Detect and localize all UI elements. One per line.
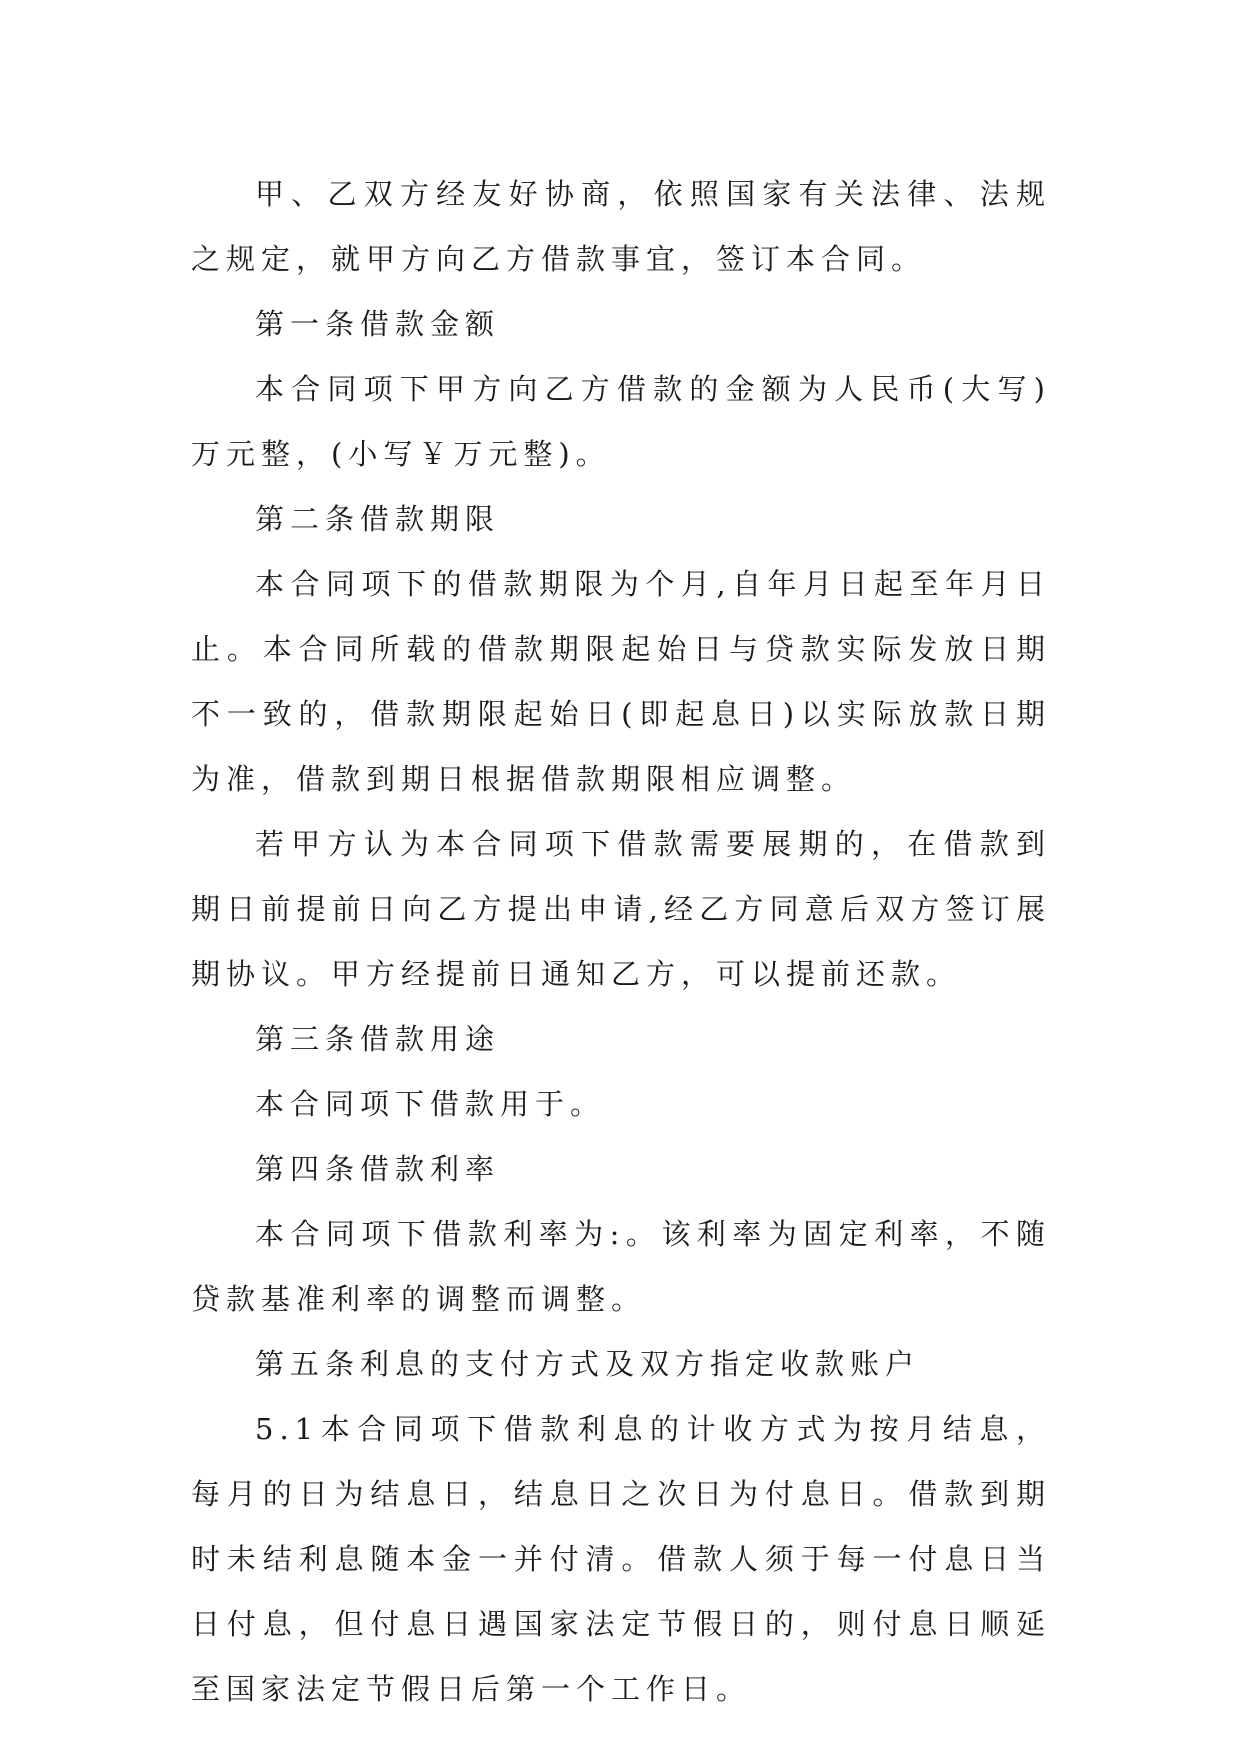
contract-body <box>191 162 1051 1722</box>
article-2-paragraph-2: 若甲方认为本合同项下借款需要展期的，在借款到期日前提前日向乙方提出申请,经乙方同意后双方签订展期协议。甲方经提前日通知乙方，可以提前还款。 <box>191 827 1051 991</box>
article-3-paragraph: 本合同项下借款用于。 <box>255 1087 606 1121</box>
article-2-paragraph-1: 本合同项下的借款期限为个月,自年月日起至年月日止。本合同所载的借款期限起始日与贷款实际发放日期不一致的，借款期限起始日(即起息日)以实际放款日期为准，借款到期日根据借款期限相应调整。 <box>191 567 1051 796</box>
intro-paragraph: 甲、乙双方经友好协商，依照国家有关法律、法规之规定，就甲方向乙方借款事宜，签订本合同。 <box>191 177 1051 276</box>
article-4-paragraph: 本合同项下借款利率为:。该利率为固定利率，不随贷款基准利率的调整而调整。 <box>191 1217 1051 1316</box>
article-3-heading: 第三条借款用途 <box>255 1022 501 1056</box>
article-4-heading: 第四条借款利率 <box>255 1152 501 1186</box>
article-1-heading: 第一条借款金额 <box>255 307 501 341</box>
article-5-1-paragraph: 5.1本合同项下借款利息的计收方式为按月结息，每月的日为结息日，结息日之次日为付息日。借款到期时未结利息随本金一并付清。借款人须于每一付息日当日付息，但付息日遇国家法定节假日的，则付息日顺延至国家法定节假日后第一个工作日。 <box>191 1412 1051 1706</box>
article-2-heading: 第二条借款期限 <box>255 502 501 536</box>
article-1-paragraph: 本合同项下甲方向乙方借款的金额为人民币(大写)万元整，(小写￥万元整)。 <box>191 372 1051 471</box>
article-5-heading: 第五条利息的支付方式及双方指定收款账户 <box>255 1347 921 1381</box>
